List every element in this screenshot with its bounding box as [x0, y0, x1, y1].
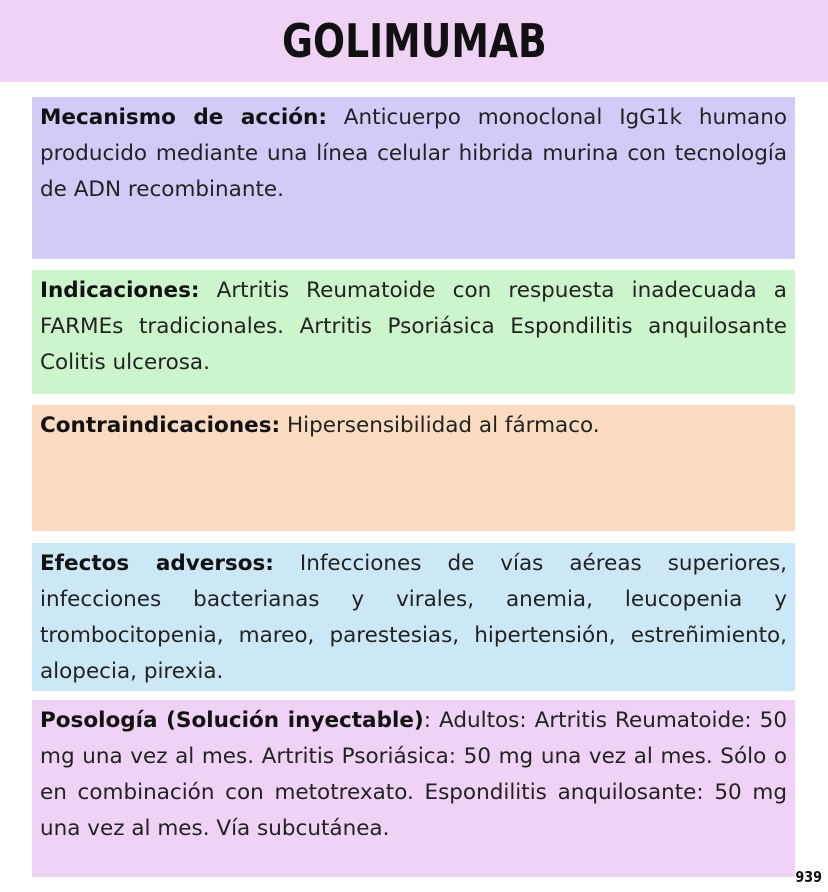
section-dosage — [32, 700, 795, 877]
section-label: Efectos adversos: — [40, 551, 274, 576]
page-title: GOLIMUMAB — [281, 14, 547, 68]
section-contraindications — [32, 405, 795, 531]
section-label: Indicaciones: — [40, 278, 200, 303]
section-label: Posología (Solución inyectable) — [40, 708, 424, 733]
section-text: Infecciones de vías aéreas superiores, infecciones bacterianas y virales, anemia, leucopenia y trombocitopenia, mareo, parestesias, hipertensión, estreñimiento, alopecia, pirexia. — [40, 551, 787, 684]
section-text: Artritis Reumatoide con respuesta inadecuada a FARMEs tradicionales. Artritis Psoriásica Espondilitis anquilosante Colitis ulcerosa. — [40, 278, 787, 375]
section-text: Anticuerpo monoclonal IgG1k humano producido mediante una línea celular hibrida murina con tecnología de ADN recombinante. — [40, 105, 787, 202]
section-mechanism — [32, 97, 795, 259]
section-adverse-effects — [32, 543, 795, 691]
page-number: 939 — [795, 868, 822, 886]
section-indications — [32, 270, 795, 394]
section-label: Mecanismo de acción: — [40, 105, 327, 130]
title-band — [0, 0, 828, 82]
section-label: Contraindicaciones: — [40, 413, 281, 438]
section-text: Hipersensibilidad al fármaco. — [280, 413, 600, 438]
section-text: : Adultos: Artritis Reumatoide: 50 mg una vez al mes. Artritis Psoriásica: 50 mg una vez al mes. Sólo o en combinación con metotrexato. Espondilitis anquilosante: 50 mg una vez al mes. Vía subcutánea. — [40, 708, 787, 841]
